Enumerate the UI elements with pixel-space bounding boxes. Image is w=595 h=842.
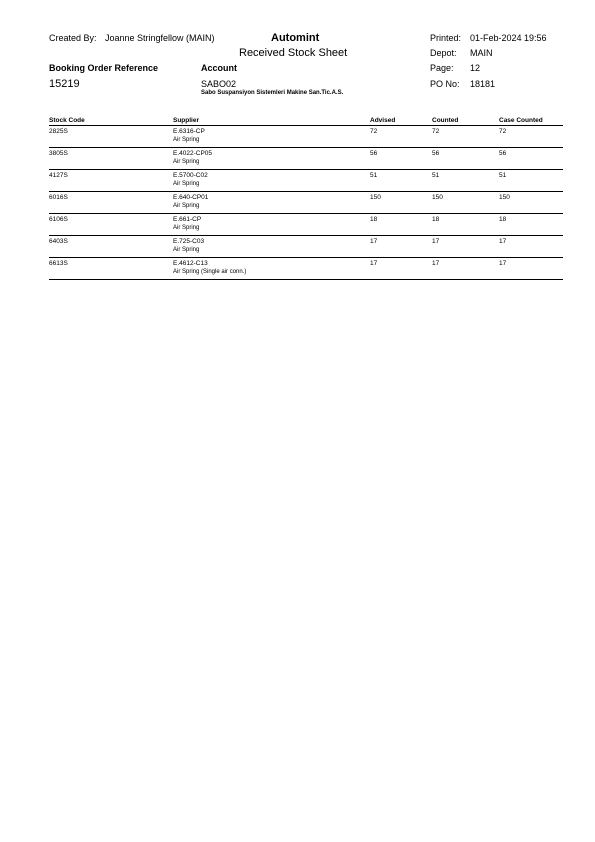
account-value: SABO02 [201,79,237,89]
supplier-code: E.4022-CP05 [173,150,213,157]
item-description: Air Spring [173,137,200,143]
cell-case-counted: 150 [499,192,563,214]
cell-case-counted: 17 [499,236,563,258]
cell-advised: 150 [370,192,432,214]
booking-ref-label: Booking Order Reference [49,63,159,73]
supplier-code: E.725-C03 [173,238,205,245]
col-header-case-counted: Case Counted [499,114,563,126]
cell-case-counted: 18 [499,214,563,236]
cell-supplier [173,192,370,214]
cell-supplier [173,126,370,148]
page-value: 12 [470,63,481,73]
cell-stock-code: 4127S [49,170,173,192]
cell-counted: 51 [432,170,499,192]
col-header-counted: Counted [432,114,499,126]
cell-case-counted: 56 [499,148,563,170]
page-label: Page: [430,63,454,73]
cell-case-counted: 72 [499,126,563,148]
item-description: Air Spring [173,225,200,231]
item-description: Air Spring [173,181,200,187]
table-row [49,236,563,258]
cell-stock-code: 3805S [49,148,173,170]
supplier-code: E.661-CP [173,216,202,223]
table-row [49,170,563,192]
printed-value: 01-Feb-2024 19:56 [470,33,547,43]
table-row [49,148,563,170]
table-row [49,192,563,214]
cell-advised: 17 [370,258,432,280]
supplier-code: E.640-CP01 [173,194,209,201]
item-description: Air Spring (Single air conn.) [173,269,247,275]
cell-case-counted: 51 [499,170,563,192]
cell-advised: 17 [370,236,432,258]
cell-stock-code: 6403S [49,236,173,258]
cell-advised: 56 [370,148,432,170]
cell-case-counted: 17 [499,258,563,280]
supplier-code: E.6316-CP [173,128,205,135]
cell-counted: 17 [432,258,499,280]
table-header-row [49,114,563,126]
account-label: Account [201,63,237,73]
depot-label: Depot: [430,48,457,58]
cell-counted: 150 [432,192,499,214]
cell-counted: 18 [432,214,499,236]
cell-stock-code: 6106S [49,214,173,236]
cell-stock-code: 2825S [49,126,173,148]
item-description: Air Spring [173,159,200,165]
cell-stock-code: 6016S [49,192,173,214]
cell-supplier [173,214,370,236]
cell-advised: 72 [370,126,432,148]
company-title: Automint [271,32,320,44]
cell-supplier [173,170,370,192]
supplier-code: E.5700-C02 [173,172,208,179]
cell-supplier [173,258,370,280]
cell-counted: 17 [432,236,499,258]
booking-ref-value: 15219 [49,78,80,90]
item-description: Air Spring [173,247,200,253]
item-description: Air Spring [173,203,200,209]
col-header-advised: Advised [370,114,432,126]
cell-stock-code: 6613S [49,258,173,280]
po-label: PO No: [430,79,460,89]
received-stock-table [49,114,563,280]
table-row [49,214,563,236]
account-name: Sabo Suspansiyon Sistemleri Makine San.Tic.A.S. [201,90,344,96]
cell-advised: 51 [370,170,432,192]
table-row [49,126,563,148]
supplier-code: E.4612-C13 [173,260,208,267]
cell-advised: 18 [370,214,432,236]
col-header-stock-code: Stock Code [49,114,173,126]
cell-supplier [173,236,370,258]
cell-counted: 56 [432,148,499,170]
col-header-supplier: Supplier [173,114,370,126]
cell-supplier [173,148,370,170]
created-by-label: Created By: [49,33,97,43]
depot-value: MAIN [470,48,493,58]
created-by-value: Joanne Stringfellow (MAIN) [105,33,215,43]
table-row [49,258,563,280]
document-title: Received Stock Sheet [239,47,348,59]
printed-label: Printed: [430,33,462,43]
po-value: 18181 [470,79,496,89]
cell-counted: 72 [432,126,499,148]
